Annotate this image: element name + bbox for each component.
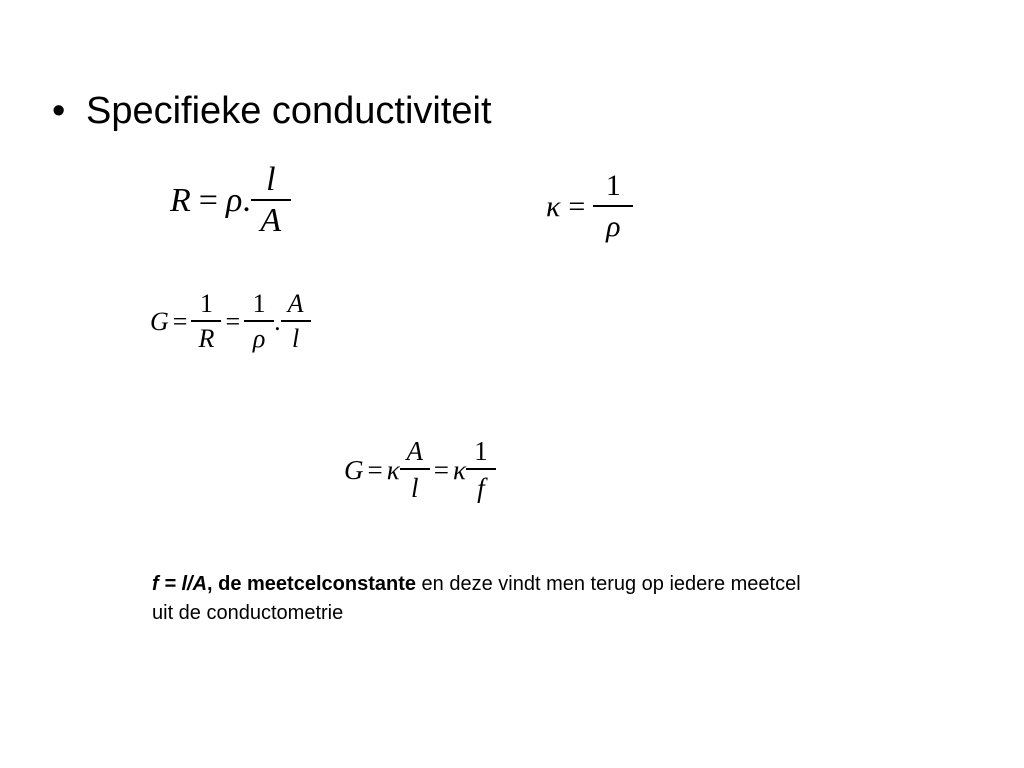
note-body-text: en deze vindt men terug op iedere meetcel uit de conductometrie xyxy=(152,573,801,624)
numerator: A xyxy=(287,289,304,319)
numerator: 1 xyxy=(252,289,266,319)
heading-text: Specifieke conductiviteit xyxy=(86,90,492,132)
fraction-l-over-A xyxy=(251,161,291,241)
formula-resistance xyxy=(170,158,291,244)
equals-sign: = xyxy=(568,190,586,223)
equals-sign: = xyxy=(198,182,218,219)
denominator: R xyxy=(198,323,215,353)
fraction-1-over-rho xyxy=(593,167,633,247)
denominator: l xyxy=(292,323,300,353)
fraction-A-over-l xyxy=(281,288,311,356)
denominator: ρ xyxy=(252,323,266,353)
formula-cell-constant xyxy=(344,428,496,512)
equals-sign: = xyxy=(172,307,188,336)
symbol-kappa: κ xyxy=(386,454,400,485)
numerator: l xyxy=(266,161,276,199)
symbol-R: R xyxy=(170,182,191,219)
note-formula-text: f = l/A xyxy=(152,573,208,595)
symbol-kappa: κ xyxy=(546,190,561,223)
note-paragraph xyxy=(152,570,812,628)
multiply-dot: . xyxy=(274,307,281,336)
equals-sign: = xyxy=(225,307,241,336)
formula-conductance xyxy=(150,282,311,362)
equals-sign: = xyxy=(367,454,383,485)
denominator: ρ xyxy=(606,209,621,243)
formula-kappa xyxy=(546,164,633,250)
symbol-rho: ρ xyxy=(225,182,243,219)
fraction-1-over-f xyxy=(466,434,496,506)
denominator: f xyxy=(477,472,485,503)
fraction-1-over-R xyxy=(191,288,221,356)
symbol-G: G xyxy=(344,454,364,485)
note-term-text: , de meetcelconstante xyxy=(207,573,416,595)
symbol-kappa: κ xyxy=(452,454,466,485)
denominator: A xyxy=(260,201,282,239)
numerator: 1 xyxy=(605,169,621,203)
equals-sign: = xyxy=(433,454,449,485)
numerator: 1 xyxy=(474,436,488,467)
multiply-dot: . xyxy=(242,182,251,219)
numerator: 1 xyxy=(199,289,213,319)
denominator: l xyxy=(410,472,419,503)
bullet-heading xyxy=(52,86,492,136)
symbol-G: G xyxy=(150,307,169,336)
fraction-A-over-l xyxy=(400,434,430,506)
fraction-1-over-rho xyxy=(244,288,274,356)
bullet-point-icon: • xyxy=(52,90,66,132)
numerator: A xyxy=(406,436,423,467)
